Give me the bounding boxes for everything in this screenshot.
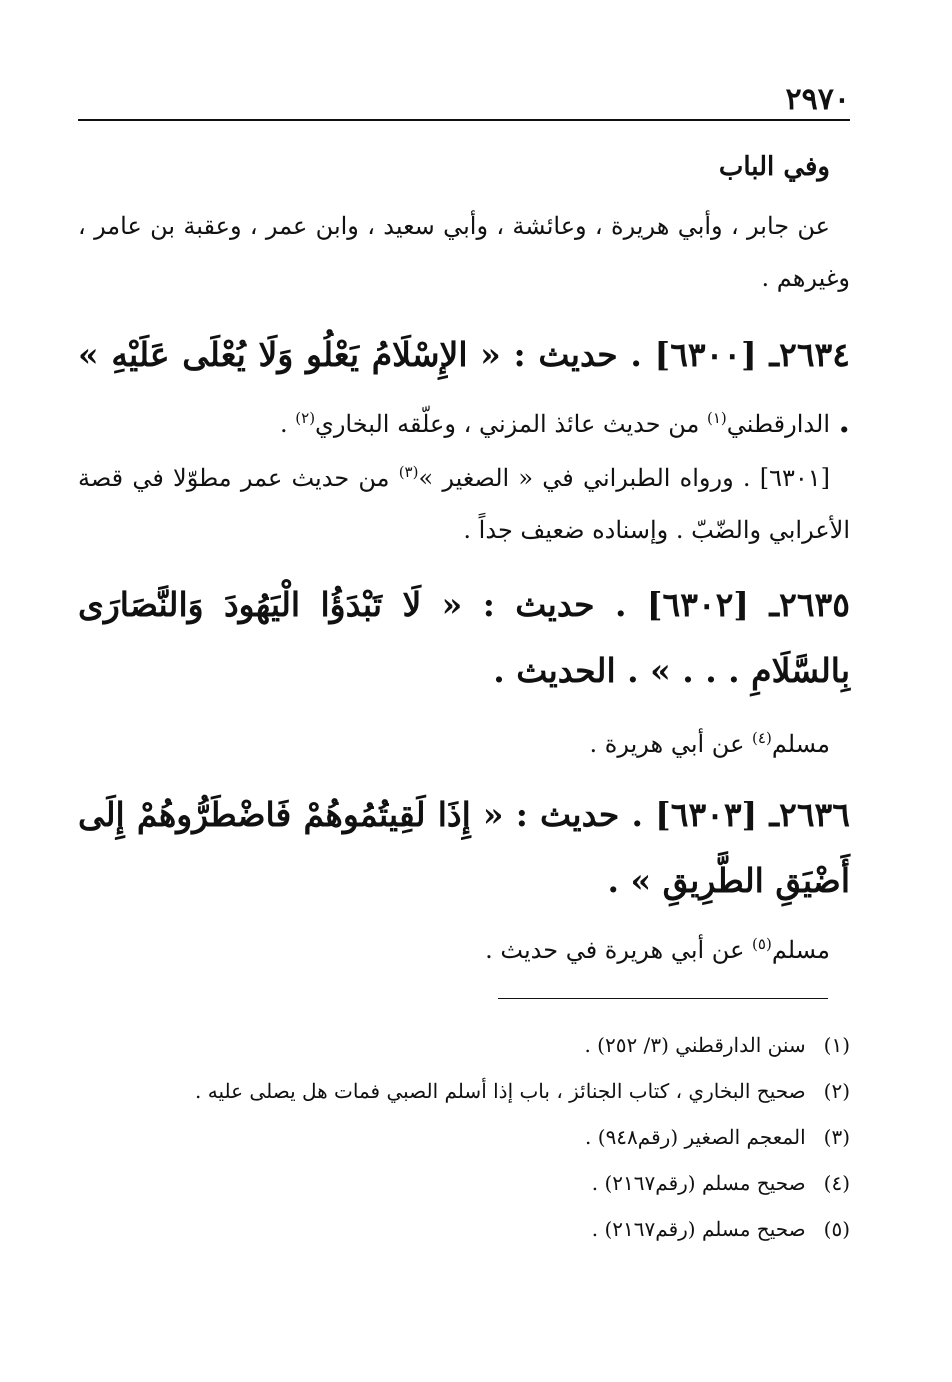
source-text: عن أبي هريرة . — [589, 730, 753, 758]
hadith-number: ٢٦٣٤ـ — [769, 335, 850, 374]
source-text: من حديث عائذ المزني ، وعلّقه البخاري — [315, 410, 707, 438]
header-rule — [78, 119, 850, 121]
hadith-heading-text: [٦٣٠٠] . حديث : « الإِسْلَامُ يَعْلُو وَلَا يُعْلَى عَلَيْهِ » . — [78, 335, 850, 440]
note-text: [٦٣٠١] . ورواه الطبراني في « الصغير » — [418, 464, 830, 492]
footnote-ref-3: (٣) — [398, 463, 419, 481]
hadith-heading-text: [٦٣٠٢] . حديث : « لَا تَبْدَؤُا الْيَهُودَ وَالنَّصَارَى بِالسَّلَامِ . . . » . الحديث . — [78, 585, 850, 690]
page-number: ٢٩٧٠ — [785, 82, 850, 117]
footnote-ref-4: (٤) — [752, 729, 772, 747]
footnote-ref-2: (٢) — [295, 409, 316, 427]
footnote-text: سنن الدارقطني (٣/ ٢٥٢) . — [584, 1033, 806, 1057]
footnote-text: صحيح مسلم (رقم٢١٦٧) . — [591, 1217, 806, 1241]
source-text: . — [280, 410, 296, 438]
footnote-text: المعجم الصغير (رقم٩٤٨) . — [585, 1125, 806, 1149]
hadith-2635-source — [78, 718, 850, 770]
hadith-2636-source — [78, 924, 850, 976]
note-text: من حديث عمر مطوّلا في قصة الأعرابي والضّبّ . وإسناده ضعيف جداً . — [78, 464, 850, 544]
hadith-number: ٢٦٣٦ـ — [769, 795, 850, 834]
source-text: الدارقطني — [726, 410, 830, 438]
footnote-5 — [78, 1206, 850, 1252]
section-heading: وفي الباب — [718, 152, 830, 182]
hadith-2634-source — [78, 398, 850, 450]
footnote-ref-5: (٥) — [752, 935, 772, 953]
page — [78, 72, 850, 1362]
footnote-text: صحيح مسلم (رقم٢١٦٧) . — [591, 1171, 806, 1195]
footnote-marker: (٥) — [823, 1217, 850, 1241]
hadith-heading-text: [٦٣٠٣] . حديث : « إِذَا لَقِيتُمُوهُمْ فَاضْطَرُّوهُمْ إِلَى أَضْيَقِ الطَّرِيقِ » . — [78, 795, 850, 900]
hadith-2636-title — [78, 782, 850, 914]
footnote-ref-1: (١) — [706, 409, 727, 427]
hadith-number: ٢٦٣٥ـ — [769, 585, 850, 624]
intro-paragraph: عن جابر ، وأبي هريرة ، وعائشة ، وأبي سعيد ، وابن عمر ، وعقبة بن عامر ، وغيرهم . — [78, 212, 850, 292]
footnote-1 — [78, 1022, 850, 1068]
footnote-marker: (٤) — [823, 1171, 850, 1195]
footnote-text: صحيح البخاري ، كتاب الجنائز ، باب إذا أسلم الصبي فمات هل يصلى عليه . — [195, 1079, 806, 1103]
hadith-2635-title — [78, 572, 850, 704]
footnote-2 — [78, 1068, 850, 1114]
footnote-3 — [78, 1114, 850, 1160]
footnote-4 — [78, 1160, 850, 1206]
footnote-separator — [498, 998, 828, 999]
source-text: مسلم — [771, 936, 830, 964]
hadith-2634-note — [78, 452, 850, 556]
footnote-marker: (٢) — [823, 1079, 850, 1103]
source-text: مسلم — [771, 730, 830, 758]
footnote-marker: (٣) — [823, 1125, 850, 1149]
footnote-marker: (١) — [823, 1033, 850, 1057]
footnotes — [78, 1022, 850, 1252]
source-text: عن أبي هريرة في حديث . — [485, 936, 753, 964]
